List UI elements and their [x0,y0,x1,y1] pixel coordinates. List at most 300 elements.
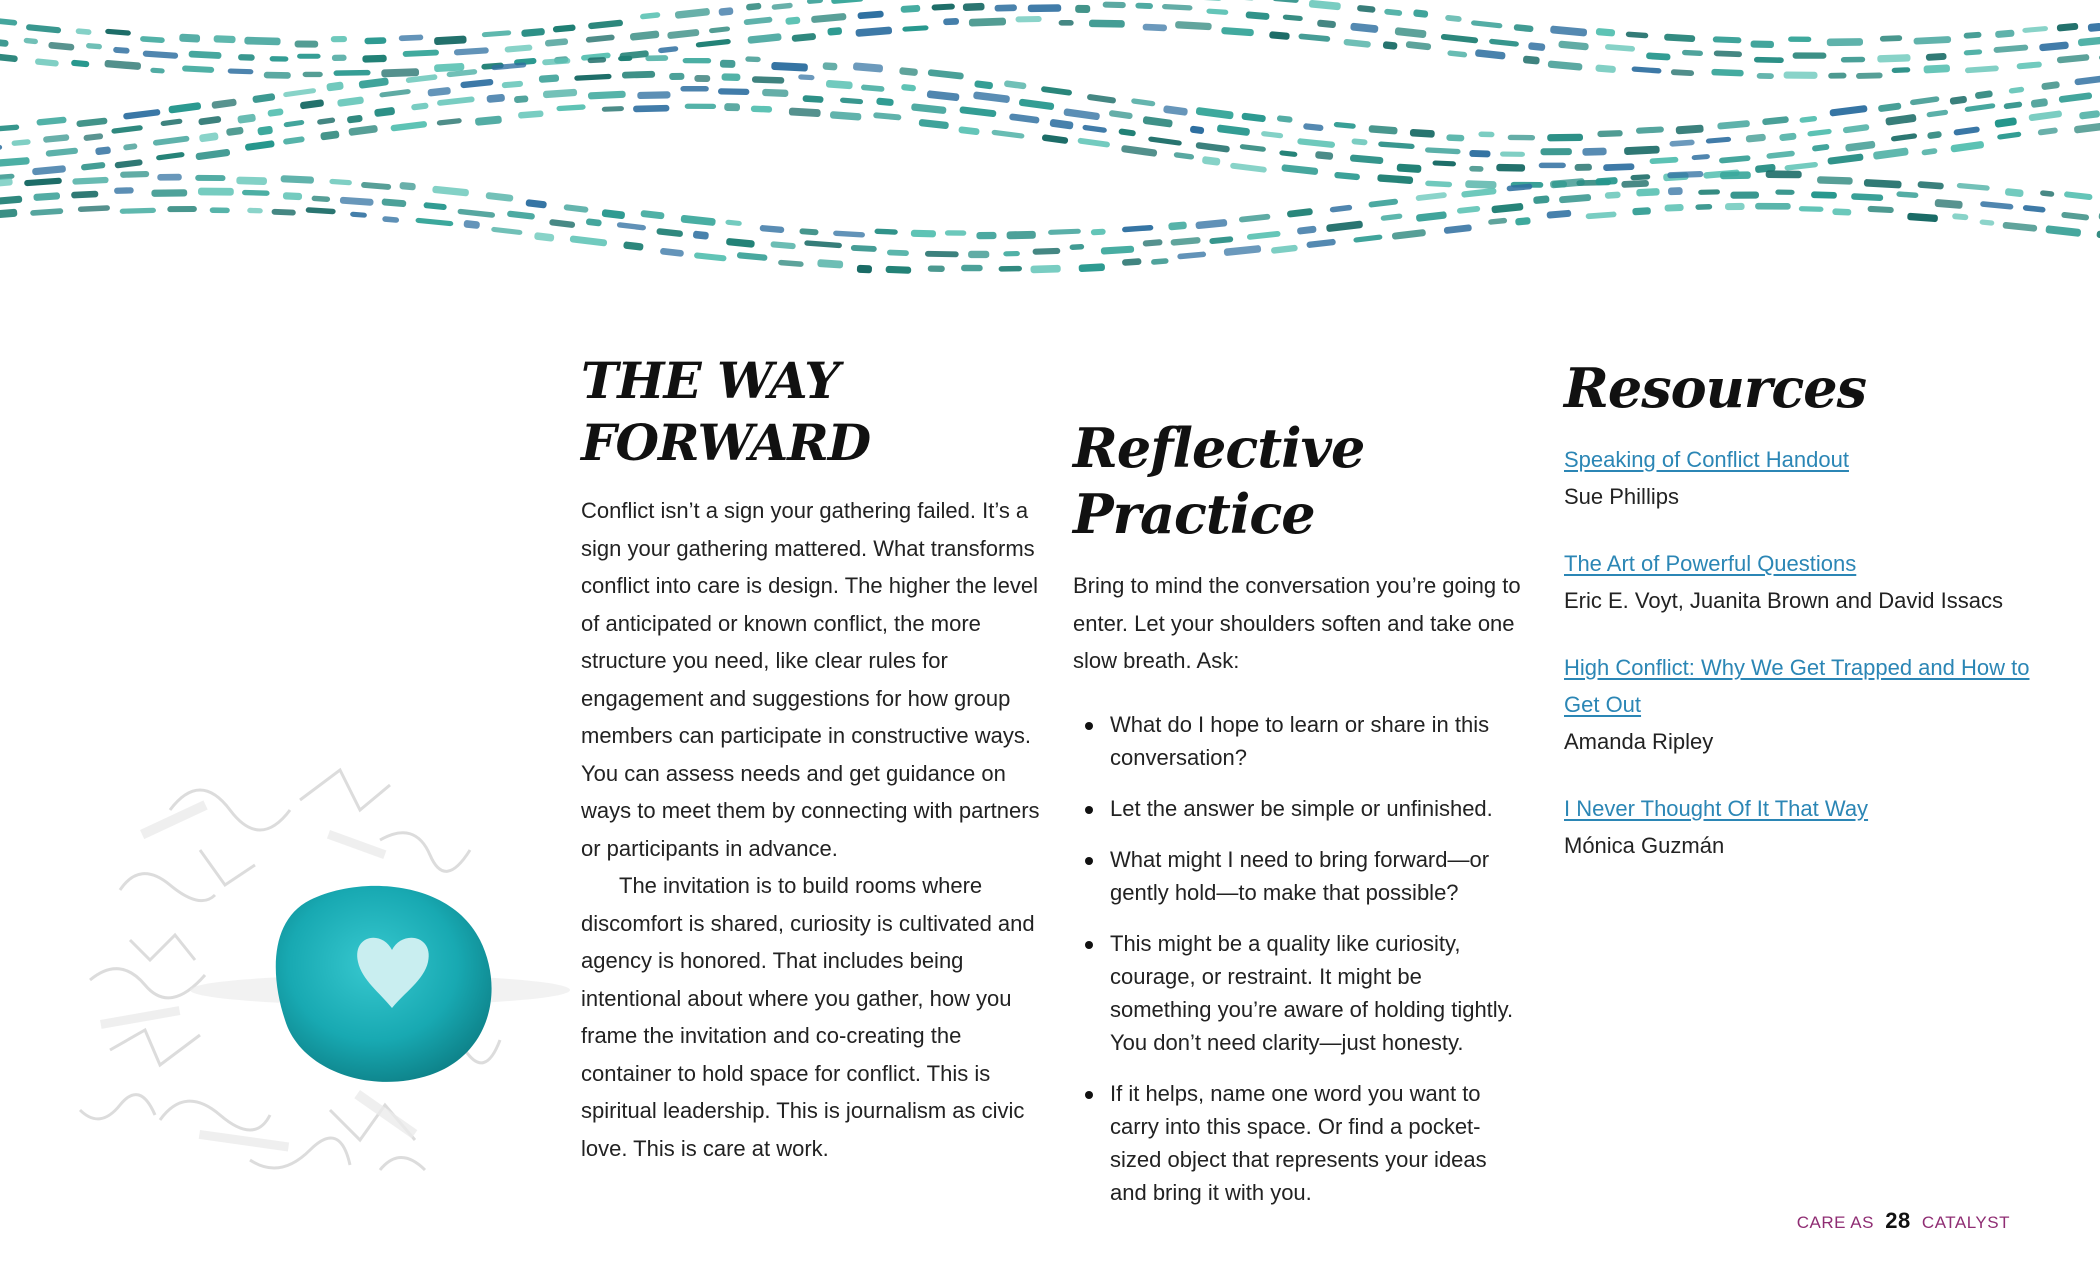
wave-dash [660,248,684,257]
wave-dash [1695,204,1712,210]
wave-dash [1631,66,1661,73]
wave-dash [2023,205,2046,213]
wave-dash [1406,41,1432,50]
wave-dash [2045,225,2081,237]
wave-dash [331,36,347,42]
wave-dash [2061,212,2089,221]
wave-dash [1287,208,1313,218]
wave-dash [2088,23,2100,32]
wave-dash [297,54,321,59]
wave-dash [1811,191,1837,198]
wave-dash [364,37,386,44]
wave-dash [1896,191,1918,198]
wave-dash [1446,134,1464,141]
wave-dash [2078,36,2100,47]
way-forward-paragraph-2: The invitation is to build rooms where discomfort is shared, curiosity is cultivated and agency is honored. That includes being intentional about where you gather, how you frame the invitation and co-creating the container to hold space for conflict. This is spiritual leadership. This is journalism as civic love. This is care at work. [581,873,1035,1161]
wave-dash [1851,193,1883,201]
wave-dash [83,133,103,141]
wave-dash [0,124,19,131]
wave-dash [725,220,742,227]
wave-dash [1444,224,1472,234]
wave-dash [434,35,467,45]
wave-dash [1829,105,1867,117]
wave-dash [2096,230,2100,240]
wave-dash [1827,38,1863,46]
wave-dash [675,8,711,19]
wave-dash [1547,134,1583,142]
wave-dash [111,125,143,134]
wave-dash [1994,117,2017,128]
wave-dash [1239,214,1271,223]
wave-dash [283,88,316,98]
wave-dash [931,3,955,10]
teal-stone-heart-image [0,690,590,1250]
wave-dash [1317,19,1336,28]
wave-dash [1121,145,1158,157]
wave-dash [475,115,502,125]
wave-dash [1170,237,1200,246]
wave-dash [437,96,475,106]
wave-dash [1353,234,1383,243]
wave-dash [999,266,1022,272]
wave-dash [1867,206,1893,214]
resources-section [1564,355,2044,894]
wave-dash [143,50,179,58]
wave-dash [1698,189,1720,195]
wave-dash [332,55,347,62]
wave-dash [399,34,424,41]
wave-dash [1873,147,1909,160]
wave-dash [1891,133,1918,142]
wave-dash [685,104,716,109]
wave-dash [1143,239,1163,247]
wave-dash [379,89,411,98]
bullet-icon [1085,806,1093,814]
wave-dash [1163,105,1188,116]
wave-dash [26,24,62,34]
wave-dash [1515,217,1531,226]
wave-dash [1087,94,1117,104]
wave-dash [1812,144,1830,152]
wave-dash [75,28,91,35]
bullet-icon [1085,722,1093,730]
wave-dash [1441,34,1479,44]
wave-dash [457,209,495,219]
wave-dash [1799,116,1817,123]
resource-item [1564,790,2044,864]
wave-dash [1315,151,1333,160]
wave-dash [588,91,626,100]
wave-dash [113,47,130,54]
wave-dash [1713,36,1742,43]
wave-dash [300,99,325,109]
wave-dash [1395,27,1427,38]
wave-dash [271,209,295,216]
wave-dash [1953,126,1980,136]
wave-dash [432,186,469,197]
wave-dash [1019,99,1055,111]
list-item: What do I hope to learn or share in this conversation? [1073,708,1523,774]
wave-dash [1089,20,1125,28]
wave-dash [901,5,921,13]
wave-dash [1877,54,1910,63]
resource-item [1564,441,2044,515]
wave-dash [1063,108,1100,120]
wave-dash [968,251,989,258]
wave-dash [1828,73,1846,79]
wave-dash [1334,172,1360,181]
wave-dash [737,252,768,261]
resource-link-never-thought-of-it[interactable]: I Never Thought Of It That Way [1564,796,1869,821]
wave-dash [81,162,106,171]
wave-dash [1297,138,1335,148]
wave-dash [1383,41,1398,50]
wave-dash [1091,229,1106,236]
wave-dash [1075,5,1090,13]
wave-dash [1832,208,1851,215]
resource-author: Sue Phillips [1564,484,1679,509]
wave-dash [195,175,225,181]
wave-dash [1799,206,1824,212]
wave-dash [486,94,505,103]
wave-dash [1247,231,1281,240]
wave-dash [857,11,884,20]
wave-dash [840,97,863,104]
wave-dash [95,146,111,155]
wave-dash [1964,49,1983,55]
wave-dash [1196,107,1234,120]
wave-dash [1766,150,1795,159]
wave-dash [876,98,894,107]
list-item: What might I need to bring forward—or gently hold—to make that possible? [1073,843,1523,909]
wave-dash [696,39,731,48]
wave-dash [1725,203,1745,210]
list-item: This might be a quality like curiosity, courage, or restraint. It might be something you’re aware of holding tightly. You don’t need clarity—just honesty. [1073,927,1523,1059]
wave-dash [179,34,200,43]
wave-dash [270,56,289,62]
wave-dash [150,68,165,74]
resource-link-high-conflict[interactable]: High Conflict: Why We Get Trapped and How to Get Out [1564,655,2030,717]
wave-dash [995,4,1017,11]
wave-dash [1135,3,1153,9]
wave-dash [720,60,736,68]
wave-dash [2003,101,2022,109]
wave-dash [1646,52,1671,60]
reflective-practice-heading: Reflective Practice [1073,416,1365,546]
wave-dash [1177,251,1206,259]
wave-dash [640,210,664,220]
wave-dash [827,27,842,36]
wave-dash [1425,147,1461,154]
wave-dash [1626,31,1649,38]
wave-dash [873,112,902,120]
wave-dash [1469,166,1483,172]
wave-dash [1416,211,1447,222]
wave-dash [1667,171,1703,178]
wave-dash [153,136,190,146]
wave-dash [1082,125,1107,134]
wave-dash [1004,80,1027,89]
wave-dash [1384,9,1402,17]
wave-dash [637,91,670,99]
wave-dash [1506,183,1532,191]
resource-author: Amanda Ripley [1564,729,1714,754]
wave-dash [630,30,660,41]
wave-dash [2041,81,2060,90]
wave-dash [1923,64,1950,73]
wave-dash [1195,219,1227,229]
wave-dash [189,51,222,59]
footer-left-label: CARE AS [1796,1213,1874,1232]
wave-dash [1980,201,2014,210]
wave-dash [199,132,219,142]
wave-dash [1676,124,1704,134]
wave-dash [460,79,493,89]
wave-dash [1730,191,1759,198]
wave-dash [329,179,352,186]
wave-dash [1151,258,1169,265]
wave-dash [1007,231,1036,240]
wave-dash [1261,131,1284,139]
wave-dash [1784,162,1818,171]
wave-dash [33,192,60,201]
wave-dash [1856,72,1883,79]
wave-dash [1979,219,1994,226]
wave-dash [1195,142,1230,153]
bullet-icon [1085,1091,1093,1099]
wave-dash [778,260,804,268]
wave-dash [1245,11,1269,20]
wave-dash [539,74,560,83]
wave-dash [1368,198,1398,207]
wave-dash [11,139,30,146]
wave-dash [1162,4,1193,11]
wave-dash [359,77,389,89]
wave-dash [807,0,824,4]
resource-link-art-of-powerful-questions[interactable]: The Art of Powerful Questions [1564,551,1857,576]
wave-dash [586,218,602,226]
wave-dash [887,250,909,257]
resources-heading: Resources [1564,356,1867,420]
wave-dash [114,187,134,194]
wave-dash [976,232,996,239]
wave-dash [1199,0,1222,1]
wave-dash [0,196,22,206]
wave-dash [1465,180,1496,189]
wave-dash [244,37,280,46]
wave-dash [1297,226,1317,235]
wave-dash [1757,73,1774,79]
wave-dash [326,81,344,91]
wave-dash [534,232,555,242]
wave-dash [1221,27,1254,36]
wave-dash [2057,23,2079,32]
reflective-practice-section [1073,415,1523,1227]
wave-dash [1432,160,1456,166]
wave-dash [157,174,182,181]
wave-dash [901,84,916,92]
wave-dash [437,118,462,126]
wave-dash [770,241,796,249]
wave-dash [1788,37,1811,43]
wave-dash [427,87,451,97]
wave-dash [1784,72,1818,79]
wave-dash [2028,110,2062,121]
footer-right-label: CATALYST [1921,1213,2010,1232]
resource-link-speaking-of-conflict[interactable]: Speaking of Conflict Handout [1564,447,1849,472]
resource-author: Eric E. Voyt, Juanita Brown and David Issacs [1564,588,2003,613]
wave-dash [1668,187,1683,195]
wave-dash [1202,156,1221,166]
wave-dash [320,130,340,140]
wave-dash [1575,164,1592,171]
wave-dash [390,121,427,132]
wave-dash [861,84,885,92]
wave-dash [718,88,750,95]
wave-dash [1817,176,1853,184]
wave-dash [1907,213,1938,223]
wave-dash [1175,21,1212,30]
wave-dash [656,228,683,237]
wave-dash [974,80,993,89]
wave-dash [830,111,862,121]
wave-dash [1500,151,1525,157]
wave-dash [919,119,950,129]
wave-dash [751,106,772,113]
wave-dash [1206,8,1228,15]
wave-dash [382,216,399,223]
wave-dash [30,208,63,216]
wave-dash [1949,96,1967,105]
wave-dash [1489,39,1519,47]
wave-dash [2022,26,2048,33]
wave-dash [1841,57,1865,63]
wave-dash [2005,188,2024,197]
wave-dash [853,62,883,72]
wave-dash [1334,122,1356,129]
wave-dash [694,252,727,261]
wave-dash [333,70,370,76]
wave-dash [549,219,575,228]
wave-dash [1558,41,1589,51]
wave-dash [645,55,668,61]
wave-dash [381,68,419,77]
wave-dash [76,117,108,127]
wave-dash [553,24,576,32]
wave-dash [482,30,512,37]
wave-dash [1241,113,1266,123]
wave-dash [1425,181,1452,188]
wave-dash [771,3,793,10]
wave-dash [1630,174,1650,180]
wave-dash [257,126,273,136]
wave-dash [245,140,275,151]
wave-dash [1550,178,1585,189]
wave-dash [743,17,772,26]
wave-dash [1595,177,1617,186]
wave-dash [236,177,267,186]
wave-dash [0,145,2,151]
wave-dash [973,91,1010,103]
wave-dash [525,199,547,209]
wave-dash [1793,52,1827,58]
wave-dash [1845,141,1876,152]
wave-dash [574,74,612,81]
wave-dash [762,89,788,97]
wave-dash [521,28,545,37]
wave-dash [1682,50,1703,56]
wave-dash [1306,239,1336,249]
wave-dash [151,189,187,197]
wave-dash [361,182,391,190]
wave-dash [680,215,715,226]
wave-dash [252,93,275,103]
wave-dash [1357,5,1376,13]
wave-dash [1496,164,1525,172]
wave-dash [1059,20,1074,26]
wave-dash [267,108,283,117]
wave-dash [1720,171,1751,179]
wave-dash [563,204,588,213]
wave-dash [1664,204,1683,212]
list-item: Let the answer be simple or unfinished. [1073,792,1523,825]
wave-dash [1415,192,1447,201]
wave-dash [2059,92,2093,103]
wave-dash [1272,0,1299,3]
wave-dash [1309,0,1341,10]
wave-dash [1049,119,1073,130]
wave-dash [1377,174,1413,184]
way-forward-section [581,350,1051,1167]
wave-dash [1343,39,1371,48]
wave-dash [831,0,864,4]
wave-dash [303,72,323,77]
wave-dash [1131,98,1156,107]
wave-dash [587,57,606,63]
wave-dash [2040,190,2055,197]
wave-dash [210,207,230,213]
page-footer [1797,1208,2010,1234]
wave-dash [140,36,165,43]
wave-dash [724,103,740,111]
wave-dash [362,55,386,63]
wave-dash [804,240,842,248]
wave-dash [1913,36,1951,45]
wave-dash [2002,222,2037,232]
wave-dash [1546,210,1571,219]
wave-dash [911,103,947,114]
wave-dash [1281,164,1318,175]
wave-dash [1003,251,1020,256]
wave-dash [1539,163,1566,169]
wave-dash [1921,148,1937,156]
wave-dash [1209,236,1233,244]
wave-dash [1523,55,1540,64]
wave-dash [1508,135,1535,141]
wave-dash [1368,125,1397,135]
wave-dash [43,134,70,143]
wave-dash [1582,148,1606,156]
wave-dash [1041,86,1073,96]
wave-dash [347,115,363,124]
wave-dash [228,68,254,74]
wave-dash [1664,34,1695,43]
wave-dash [167,206,197,212]
wave-dash [1533,195,1550,204]
wave-dash [1926,109,1948,117]
wave-dash [1514,24,1534,32]
wave-dash [214,35,236,43]
